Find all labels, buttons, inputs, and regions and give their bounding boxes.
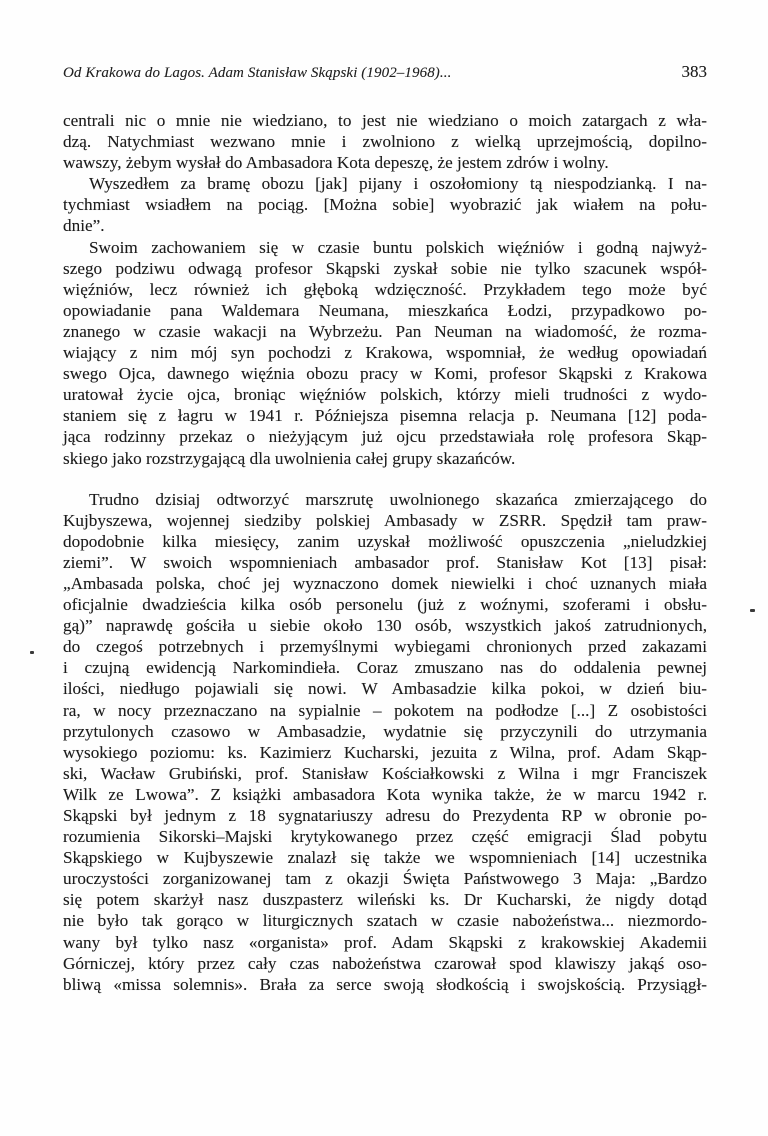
text-line: wawszy, żebym wysłał do Ambasadora Kota depeszę, że jestem zdrów i wolny.	[63, 153, 609, 173]
text-line: tychmiast wsiadłem na pociąg. [Można sobie] wyobrazić jak wiałem na połu-	[63, 195, 707, 215]
text-line: szego podziwu odwagą profesor Skąpski zyskał sobie nie tylko szacunek współ-	[63, 258, 707, 278]
body-text-block	[63, 110, 707, 995]
text-line: ra, w nocy przeznaczano na sypialnie – pokotem na podłodze [...] Z osobistości	[63, 700, 707, 720]
text-line: więźniów, lecz również ich głęboką wdzięczność. Przykładem tego może być	[63, 279, 707, 299]
text-line: Trudno dzisiaj odtworzyć marszrutę uwolnionego skazańca zmierzającego do	[89, 489, 707, 509]
paragraph	[63, 110, 707, 173]
running-header	[63, 62, 707, 83]
text-line: wiający z nim mój syn pochodzi z Krakowa, wspomniał, że według opowiadań	[63, 343, 707, 363]
text-line: Swoim zachowaniem się w czasie buntu polskich więźniów i godną najwyż-	[89, 237, 707, 257]
text-line: ilości, niedługo pojawiali się nowi. W Ambasadzie kilka pokoi, w dzień biu-	[63, 679, 707, 699]
scan-speck-left	[30, 651, 34, 654]
text-line: centrali nic o mnie nie wiedziano, to jest nie wiedziano o moich zatargach z wła-	[63, 111, 707, 130]
text-line: Skąpskiego w Kujbyszewie znalazł się także we wspomnieniach [14] uczestnika	[63, 848, 707, 868]
text-line: Wilk ze Lwowa”. Z książki ambasadora Kota wynika także, że w marcu 1942 r.	[63, 784, 707, 804]
text-line: wany był tylko nasz «organista» prof. Adam Skąpski z krakowskiej Akademii	[63, 932, 707, 952]
text-line: dnie”.	[63, 216, 105, 236]
text-line: dzą. Natychmiast wezwano mnie i zwolniono z wielką uprzejmością, dopilno-	[63, 132, 707, 152]
text-line: się potem skarżył nasz duszpasterz wileński ks. Dr Kucharski, że nigdy dotąd	[63, 890, 707, 910]
text-line: uratował życie ojca, broniąc więźniów polskich, którzy mieli trudności z wydo-	[63, 385, 707, 405]
text-line: gą)” naprawdę gościła u siebie około 130 osób, wszystkich jakoś zatrudnionych,	[63, 616, 707, 636]
text-line: uroczystości zorganizowanej tam z okazji Święta Państwowego 3 Maja: „Bardzo	[63, 869, 707, 889]
text-line: jąca rodzinny przekaz o nieżyjącym już ojcu przedstawiała rolę profesora Skąp-	[63, 427, 707, 447]
text-line: oficjalnie dwadzieścia kilka osób personelu (już z woźnymi, szoferami i obsłu-	[63, 595, 707, 615]
text-line: „Ambasada polska, choć jej wyznaczono domek niewielki i choć uznanych miała	[63, 573, 707, 593]
text-line: Kujbyszewa, wojennej siedziby polskiej Ambasady w ZSRR. Spędził tam praw-	[63, 510, 707, 530]
text-line: znanego w czasie wakacji na Wybrzeżu. Pan Neuman na wiadomość, że rozma-	[63, 321, 707, 341]
text-line: staniem się z łagru w 1941 r. Późniejsza pisemna relacja p. Neumana [12] poda-	[63, 406, 707, 426]
running-title: Od Krakowa do Lagos. Adam Stanisław Skąpski (1902–1968)...	[63, 65, 452, 81]
text-line: wysokiego poziomu: ks. Kazimierz Kucharski, jezuita z Wilna, prof. Adam Skąp-	[63, 742, 707, 762]
paragraph	[63, 237, 707, 469]
text-line: przytulonych czasowo w Ambasadzie, wydatnie się przyczynili do utrzymania	[63, 721, 707, 741]
text-line: rozumienia Sikorski–Majski krytykowanego przez część emigracji Ślad pobytu	[63, 827, 707, 847]
text-line: Wyszedłem za bramę obozu [jak] pijany i oszołomiony tą niespodzianką. I na-	[89, 174, 707, 194]
text-line: Górniczej, który przez cały czas nabożeństwa czarował spod klawiszy jakąś oso-	[63, 953, 707, 973]
scan-speck-right	[750, 609, 755, 612]
text-line: Skąpski był jednym z 18 sygnatariuszy adresu do Prezydenta RP w obronie po-	[63, 806, 707, 825]
text-line: i czujną ewidencją Narkomindieła. Coraz zmuszano nas do oddalenia pewnej	[63, 658, 707, 678]
text-line: do czegoś potrzebnych i przemyślnymi wybiegami chronionych przed zakazami	[63, 637, 707, 657]
text-line: nie było tak gorąco w liturgicznych szatach w czasie nabożeństwa... niezmordo-	[63, 911, 707, 931]
text-line: opowiadanie pana Waldemara Neumana, mieszkańca Łodzi, przypadkowo po-	[63, 300, 707, 320]
text-line: dopodobnie kilka miesięcy, zanim uzyskał możliwość opuszczenia „nieludzkiej	[63, 531, 707, 551]
text-line: ski, Wacław Grubiński, prof. Stanisław Kościałkowski z Wilna i mgr Franciszek	[63, 763, 707, 783]
text-line: ziemi”. W swoich wspomnieniach ambasador prof. Stanisław Kot [13] pisał:	[63, 552, 707, 572]
page-number: 383	[681, 62, 707, 81]
text-line: swego Ojca, dawnego więźnia obozu pracy w Komi, profesor Skąpski z Krakowa	[63, 364, 707, 384]
paragraph	[63, 489, 707, 995]
text-line: bliwą «missa solemnis». Brała za serce swoją słodkością i swojskością. Przysiągł-	[63, 974, 707, 994]
text-line: skiego jako rozstrzygającą dla uwolnienia całej grupy skazańców.	[63, 448, 516, 468]
paragraph	[63, 173, 707, 236]
